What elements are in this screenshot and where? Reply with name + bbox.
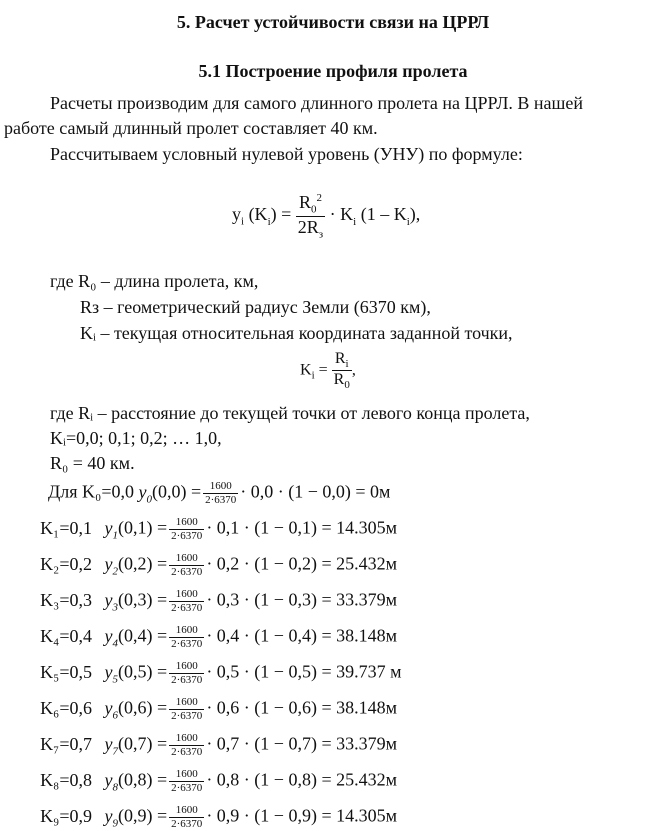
row-argument: (0,1) =: [118, 517, 168, 538]
row-fraction: $\frac{1600}{2\cdot 6370}$: [171, 516, 203, 542]
formula-fraction: $\frac{R_0^2}{2R_з}$: [297, 192, 324, 241]
row-label: K₂=0,2: [40, 553, 92, 574]
calculation-row: [0, 804, 397, 831]
calculation-row: [0, 552, 397, 579]
row-function: $y_7$: [104, 733, 118, 758]
row-result: · 0,9 · (1 − 0,9) = 14.305м: [206, 805, 397, 826]
ki-fraction: $\frac{R_i}{R_0}$: [333, 350, 350, 392]
calculation-row: [0, 768, 397, 795]
formula-lhs: $y_i$: [232, 204, 245, 228]
row-result: · 0,6 · (1 − 0,6) = 38.148м: [206, 697, 397, 718]
paragraph-line: работе самый длинный пролет составляет 40 км.: [4, 118, 378, 138]
calculation-row: [0, 624, 397, 651]
definition-ri: где Rᵢ – расстояние до текущей точки от левого конца пролета,: [50, 403, 530, 423]
row-fraction: $\frac{1600}{2\cdot 6370}$: [171, 696, 203, 722]
row-label: K₁=0,1: [40, 517, 92, 538]
row-argument: (0,6) =: [118, 697, 168, 718]
row-argument: (0,0) =: [151, 481, 202, 502]
row-fraction: $\frac{1600}{2\cdot 6370}$: [205, 480, 237, 506]
row-fraction: $\frac{1600}{2\cdot 6370}$: [171, 804, 203, 830]
row-fraction: $\frac{1600}{2\cdot 6370}$: [171, 732, 203, 758]
row-label: Для K₀=0,0: [48, 481, 134, 502]
row-function: $y_9$: [104, 805, 118, 830]
calculation-row: [0, 696, 397, 723]
row-label: K₅=0,5: [40, 661, 92, 682]
calculation-row: [0, 660, 401, 687]
paragraph-line: Рассчитываем условный нулевой уровень (УНУ) по формуле:: [50, 144, 523, 164]
row-function: $y_2$: [104, 553, 118, 578]
row-argument: (0,3) =: [118, 589, 168, 610]
main-formula: $y_i$ $(K_i)$ = $\frac{R_0^2}{2R_з}$ · $K_i$ $(1 - K_i)$,: [232, 192, 421, 241]
definition-r0: где R₀ – длина пролета, км,: [50, 271, 259, 291]
row-fraction: $\frac{1600}{2\cdot 6370}$: [171, 552, 203, 578]
row-fraction: $\frac{1600}{2\cdot 6370}$: [171, 588, 203, 614]
row-result: · 0,2 · (1 − 0,2) = 25.432м: [206, 553, 397, 574]
row-fraction: $\frac{1600}{2\cdot 6370}$: [171, 624, 203, 650]
paragraph-line: Расчеты производим для самого длинного пролета на ЦРРЛ. В нашей: [50, 93, 584, 113]
row-function: $y_6$: [104, 697, 118, 722]
row-argument: (0,7) =: [118, 733, 168, 754]
row-fraction: $\frac{1600}{2\cdot 6370}$: [171, 768, 203, 794]
row-result: · 0,4 · (1 − 0,4) = 38.148м: [206, 625, 397, 646]
row-result: · 0,8 · (1 − 0,8) = 25.432м: [206, 769, 397, 790]
row-argument: (0,8) =: [118, 769, 168, 790]
row-argument: (0,4) =: [118, 625, 168, 646]
calculation-row: [0, 588, 397, 615]
row-function: $y_3$: [104, 589, 118, 614]
row-label: K₃=0,3: [40, 589, 92, 610]
row-function: $y_4$: [104, 625, 118, 650]
row-label: K₇=0,7: [40, 733, 92, 754]
row-result: · 0,5 · (1 − 0,5) = 39.737 м: [206, 661, 402, 682]
row-argument: (0,9) =: [118, 805, 168, 826]
subsection-heading: 5.1 Построение профиля пролета: [198, 61, 468, 81]
row-label: K₈=0,8: [40, 769, 92, 790]
section-heading: 5. Расчет устойчивости связи на ЦРРЛ: [176, 12, 490, 32]
row-argument: (0,2) =: [118, 553, 168, 574]
row-label: K₄=0,4: [40, 625, 92, 646]
ki-values: Kᵢ=0,0; 0,1; 0,2; … 1,0,: [50, 428, 222, 448]
calculation-row: [0, 732, 397, 759]
definition-ki: Kᵢ – текущая относительная координата заданной точки,: [80, 323, 513, 343]
row-function: $y_1$: [104, 517, 118, 542]
calculation-row: [48, 480, 390, 507]
ki-formula: $K_i$ = $\frac{R_i}{R_0}$ ,: [300, 350, 356, 392]
row-function: $y_8$: [104, 769, 118, 794]
row-result: · 0,7 · (1 − 0,7) = 33.379м: [206, 733, 397, 754]
definition-rz: Rз – геометрический радиус Земли (6370 км),: [80, 297, 431, 317]
row-result: · 0,3 · (1 − 0,3) = 33.379м: [206, 589, 397, 610]
row-fraction: $\frac{1600}{2\cdot 6370}$: [171, 660, 203, 686]
calculation-row: [0, 516, 397, 543]
row-argument: (0,5) =: [118, 661, 168, 682]
r0-value: R₀ = 40 км.: [50, 453, 135, 473]
row-result: · 0,1 · (1 − 0,1) = 14.305м: [206, 517, 397, 538]
row-label: K₉=0,9: [40, 805, 92, 826]
row-function: $y_5$: [104, 661, 118, 686]
row-function: $y_0$: [138, 481, 152, 506]
row-label: K₆=0,6: [40, 697, 92, 718]
row-result: · 0,0 · (1 − 0,0) = 0м: [240, 481, 391, 502]
